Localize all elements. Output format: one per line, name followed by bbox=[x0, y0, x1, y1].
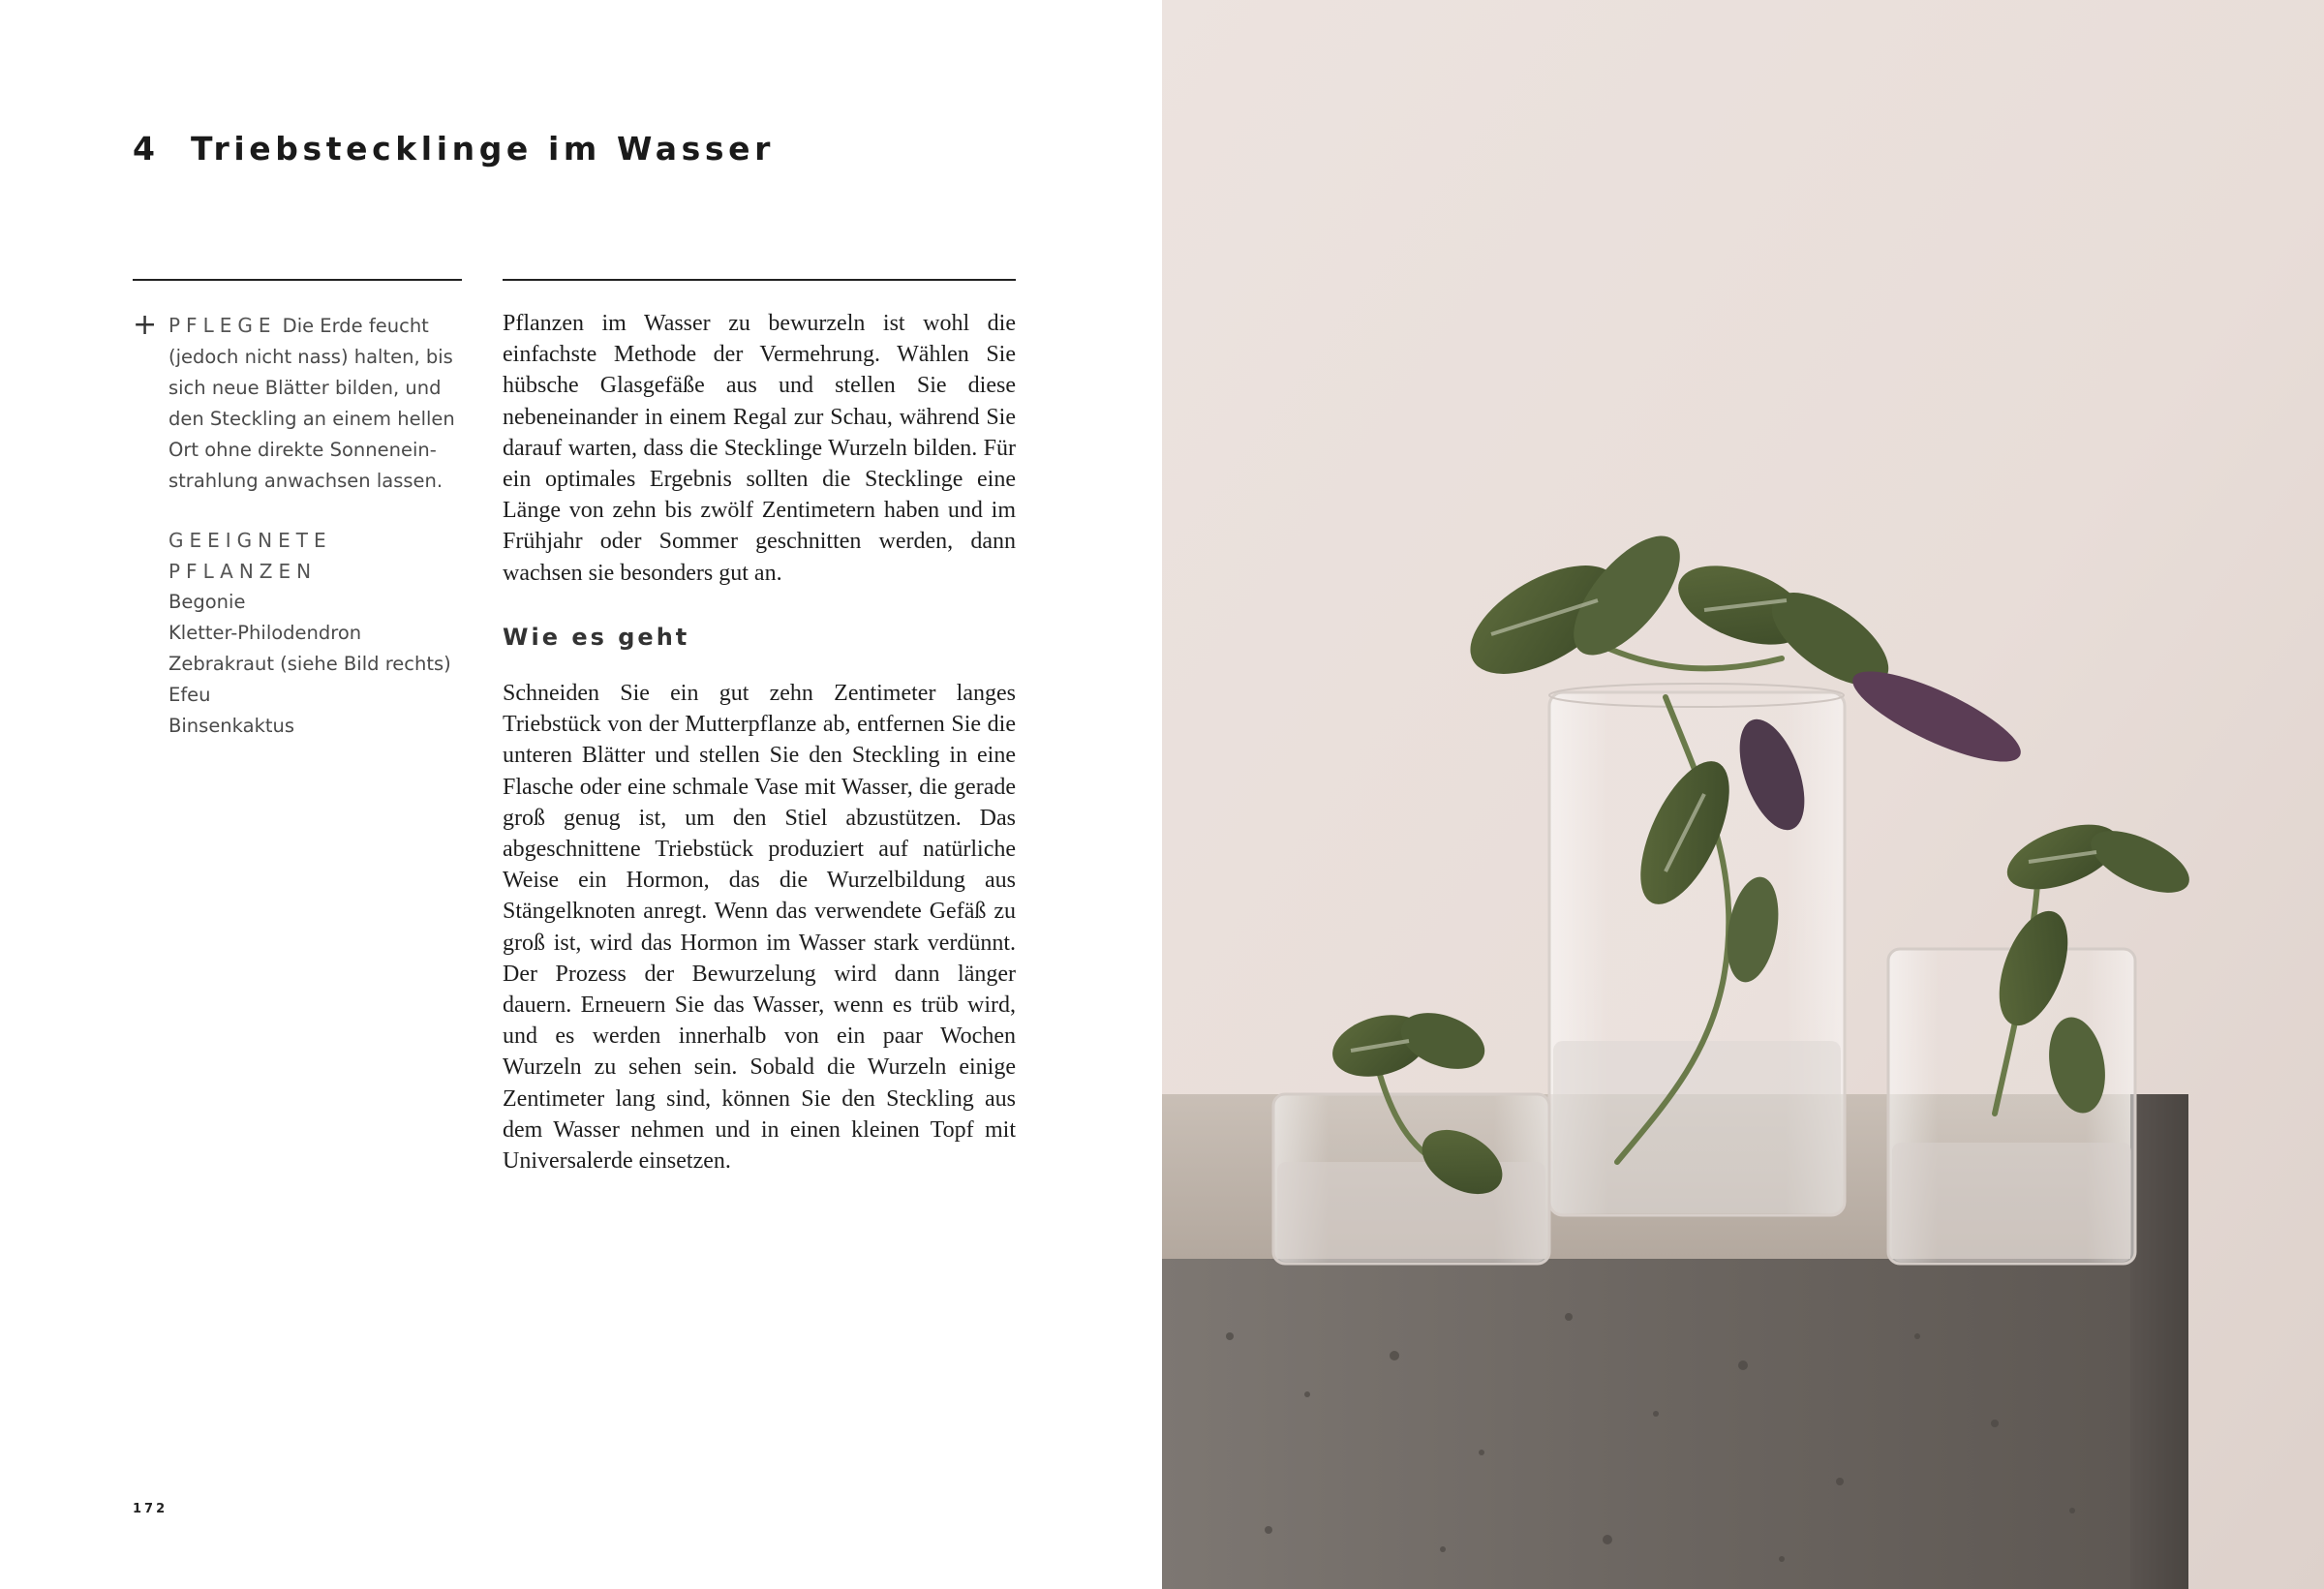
care-line: Ort ohne direkte Sonnenein- bbox=[168, 439, 437, 461]
main-text-column bbox=[503, 308, 1016, 1176]
suitable-plants bbox=[168, 525, 467, 742]
howto-paragraph: Schneiden Sie ein gut zehn Zentimeter langes Triebstück von der Mutterpflanze ab, entfernen Sie die unteren Blätter und stellen Sie den Steckling in eine Flasche oder eine schmale Vase mit Wasser, die gerade groß genug ist, um den Stiel abzustützen. Das abgeschnittene Triebstück produziert auf natürliche Weise ein Hormon, das die Wurzelbildung aus Stängelknoten anregt. Wenn das verwendete Gefäß zu groß ist, wird das Hormon im Wasser stark verdünnt. Der Prozess der Bewurzelung wird dann länger dauern. Erneuern Sie das Wasser, wenn es trüb wird, und es werden innerhalb von ein paar Wochen Wurzeln zu sehen sein. Sobald die Wurzeln einige Zentimeter lang sind, können Sie den Steckling aus dem Wasser nehmen und in einen kleinen Topf mit Universalerde einsetzen. bbox=[503, 681, 1016, 1175]
care-label: PFLEGE bbox=[168, 314, 277, 337]
plant-item: Zebrakraut (siehe Bild rechts) bbox=[168, 653, 451, 675]
sidebar-spacer bbox=[168, 497, 467, 525]
care-line: den Steckling an einem hellen bbox=[168, 408, 455, 430]
chapter-title bbox=[133, 130, 775, 168]
section-subheading: Wie es geht bbox=[503, 623, 690, 651]
plant-item: Efeu bbox=[168, 684, 211, 706]
care-line: strahlung anwachsen lassen. bbox=[168, 470, 443, 492]
concrete-side bbox=[2130, 1094, 2188, 1589]
chapter-number: 4 bbox=[133, 130, 160, 168]
photo-illustration bbox=[1162, 0, 2324, 1589]
small-glass-bowl bbox=[1273, 1094, 1549, 1264]
care-instructions bbox=[168, 310, 467, 497]
suitable-label: PFLANZEN bbox=[168, 560, 318, 583]
care-line: sich neue Blätter bilden, und bbox=[168, 377, 442, 399]
photo-glass-vases-with-zebrakraut-cuttings bbox=[1162, 0, 2324, 1589]
suitable-label: GEEIGNETE bbox=[168, 529, 332, 552]
chapter-title-text: Triebstecklinge im Wasser bbox=[191, 130, 776, 168]
plant-item: Binsenkaktus bbox=[168, 715, 295, 737]
plant-item: Kletter-Philodendron bbox=[168, 622, 362, 644]
care-line: Die Erde feucht bbox=[276, 315, 429, 337]
sidebar-content bbox=[168, 310, 467, 742]
care-line: (jedoch nicht nass) halten, bis bbox=[168, 346, 453, 368]
plant-item: Begonie bbox=[168, 591, 246, 613]
sidebar-rule bbox=[133, 279, 462, 281]
sidebar-care-box bbox=[133, 310, 467, 742]
plus-icon: + bbox=[133, 308, 158, 342]
tall-glass-vase bbox=[1549, 684, 1845, 1215]
page-number: 172 bbox=[133, 1502, 168, 1516]
intro-paragraph: Pflanzen im Wasser zu bewurzeln ist wohl die einfachste Methode der Vermehrung. Wählen Sie hübsche Glasgefäße aus und stellen Sie diese nebeneinander in einem Regal zur Schau, während Sie darauf warten, dass die Stecklinge Wurzeln bilden. Für ein optimales Ergebnis sollten die Stecklinge eine Länge von zehn bis zwölf Zentimetern haben und im Frühjahr oder Sommer geschnitten werden, dann wachsen sie besonders gut an. bbox=[503, 311, 1016, 586]
concrete-front bbox=[1162, 1259, 2130, 1589]
main-column-rule bbox=[503, 279, 1016, 281]
